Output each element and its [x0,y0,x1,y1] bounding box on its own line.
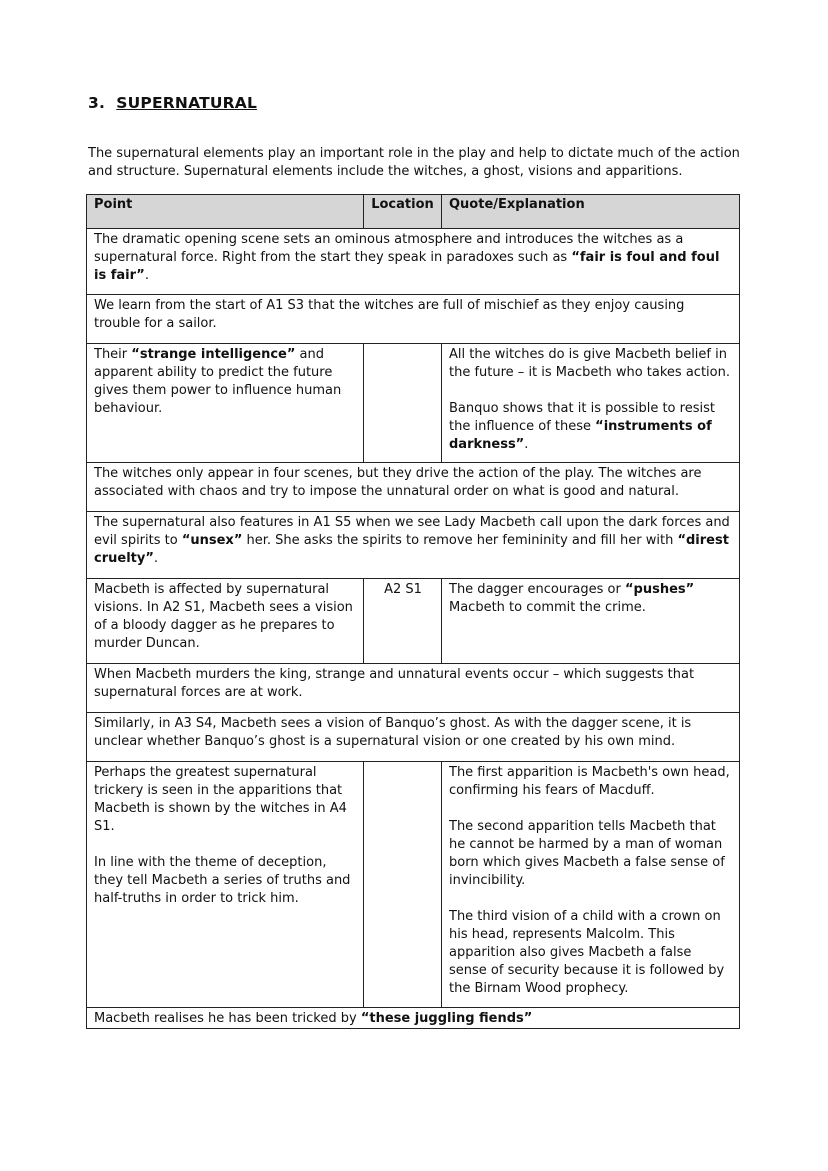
quote: “unsex” [181,533,243,548]
text: and apparent ability to predict the future gives them power to influence human behaviour. [94,347,342,416]
header-point: Point [87,195,364,229]
text: . [153,551,159,566]
cell-point [87,344,364,463]
text: . [524,437,529,452]
cell-explanation [442,762,740,1008]
row-juggling-fiends [87,1008,740,1029]
table-row [87,229,740,295]
text: . [144,268,149,283]
table-row [87,463,740,512]
table-row [87,1008,740,1029]
cell-explanation [442,344,740,463]
section-title: SUPERNATURAL [116,94,258,112]
quote: “pushes” [624,582,695,597]
row-mischief: We learn from the start of A1 S3 that the witches are full of mischief as they enjoy causing trouble for a sailor. [87,295,740,344]
explanation-paragraph: The first apparition is Macbeth's own head, confirming his fears of Macduff. [449,765,730,798]
point-paragraph: In line with the theme of deception, they tell Macbeth a series of truths and half-truths in order to trick him. [94,855,351,906]
explanation-paragraph: The third vision of a child with a crown on his head, represents Malcolm. This apparition also gives Macbeth a false sense of security because it is followed by the Birnam Wood prophecy. [449,909,725,996]
text: Their [94,347,132,362]
cell-location [364,344,442,463]
cell-explanation [442,579,740,664]
text: Macbeth realises he has been tricked by [94,1011,361,1026]
table-header-row [87,195,740,229]
table-row [87,579,740,664]
quote: “strange intelligence” [131,347,296,362]
table-row [87,664,740,713]
explanation-paragraph: The second apparition tells Macbeth that he cannot be harmed by a man of woman born which gives Macbeth a false sense of invincibility. [449,819,725,888]
cell-location [364,762,442,1008]
row-opening-scene [87,229,740,295]
cell-point: Macbeth is affected by supernatural visions. In A2 S1, Macbeth sees a vision of a bloody dagger as he prepares to murder Duncan. [87,579,364,664]
quote: “direst cruelty” [94,533,729,566]
header-quote: Quote/Explanation [442,195,740,229]
explanation-paragraph: All the witches do is give Macbeth belief in the future – it is Macbeth who takes action. [449,347,730,380]
text: Banquo shows that it is possible to resist the influence of these [449,401,715,434]
row-lady-macbeth [87,512,740,579]
point-paragraph: Perhaps the greatest supernatural trickery is seen in the apparitions that Macbeth is shown by the witches in A4 S1. [94,765,347,834]
table-row [87,713,740,762]
section-heading [88,94,257,112]
text: Macbeth to commit the crime. [449,600,646,615]
text: The dagger encourages or [449,582,625,597]
table-row [87,295,740,344]
quote: “fair is foul and foul is fair” [94,250,720,283]
intro-paragraph: The supernatural elements play an important role in the play and help to dictate much of the action and structure. Supernatural elements include the witches, a ghost, visions and apparitions. [88,146,740,179]
table-row [87,344,740,463]
section-number: 3. [88,94,106,112]
text: The supernatural also features in A1 S5 when we see Lady Macbeth call upon the dark forces and evil spirits to [94,515,730,548]
quote: “instruments of darkness” [449,419,712,452]
table-row [87,512,740,579]
row-banquo-ghost: Similarly, in A3 S4, Macbeth sees a vision of Banquo’s ghost. As with the dagger scene, it is unclear whether Banquo’s ghost is a supernatural vision or one created by his own mind. [87,713,740,762]
table-row [87,762,740,1008]
explanation-paragraph [449,400,733,454]
row-unnatural-events: When Macbeth murders the king, strange and unnatural events occur – which suggests that supernatural forces are at work. [87,664,740,713]
row-four-scenes: The witches only appear in four scenes, but they drive the action of the play. The witches are associated with chaos and try to impose the unnatural order on what is good and natural. [87,463,740,512]
cell-location: A2 S1 [364,579,442,664]
text: The dramatic opening scene sets an ominous atmosphere and introduces the witches as a supernatural force. Right from the start they speak in paradoxes such as [94,232,684,265]
text: her. She asks the spirits to remove her femininity and fill her with [242,533,678,548]
supernatural-table [86,194,740,1029]
header-location: Location [364,195,442,229]
quote: “these juggling fiends” [360,1011,533,1026]
cell-point [87,762,364,1008]
